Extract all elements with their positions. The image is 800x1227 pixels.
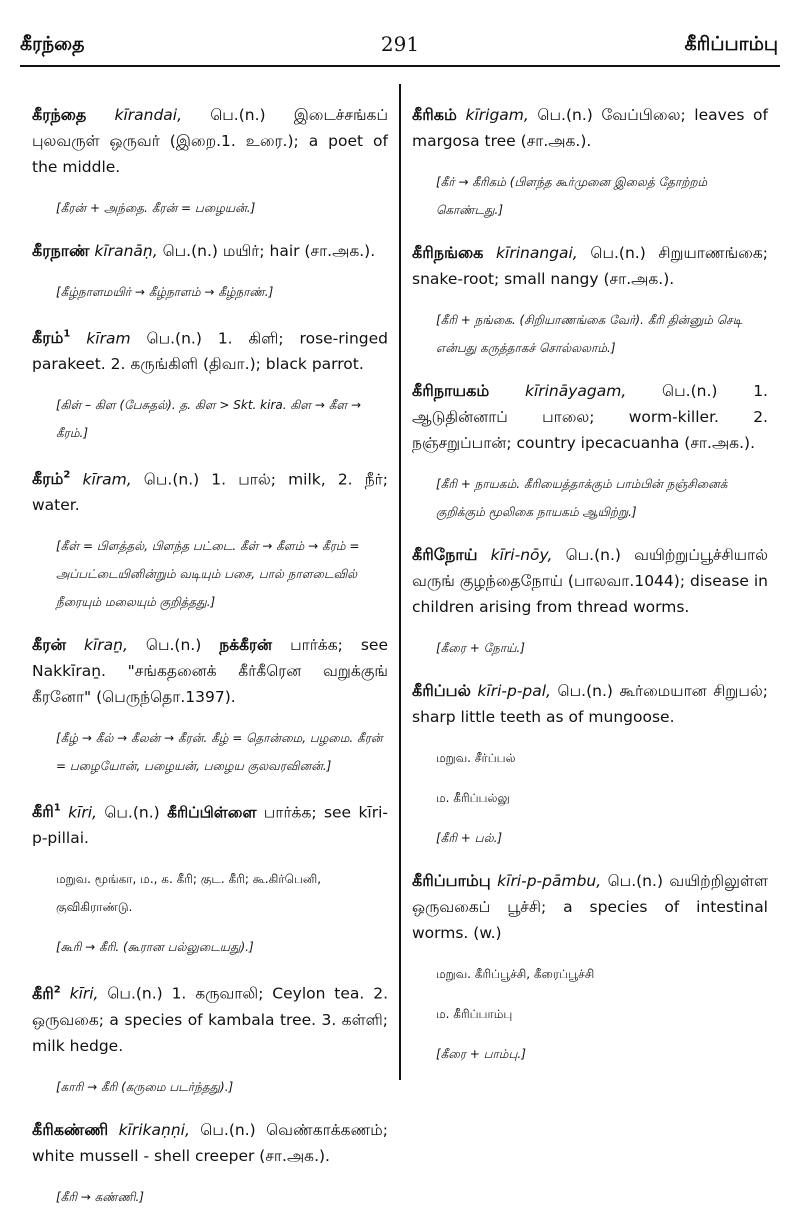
headword: கீரி$^1$ <box>32 802 61 822</box>
dictionary-entry <box>32 238 388 264</box>
synonyms: மறுவ. கீரிப்பூச்சி, கீரைப்பூச்சி <box>436 966 595 981</box>
dictionary-entry <box>412 678 768 730</box>
transliteration: kīrināyagam, <box>524 381 627 400</box>
transliteration: kīri, <box>69 984 99 1003</box>
etymology: [கீரன் + அந்தை. கீரன் = பழையன்.] <box>56 200 256 215</box>
cross-reference: நக்கீரன் <box>219 636 273 655</box>
synonyms: மறுவ. சீர்ப்பல் <box>436 750 516 765</box>
etymology: [கீரி → கண்ணி.] <box>56 1189 144 1204</box>
definition: பெ.(n.) வேப்பிலை; leaves of margosa tree (சா.அக.). <box>412 105 768 150</box>
column-divider <box>399 84 401 1080</box>
dictionary-entry <box>32 796 388 851</box>
etymology: [கீழ்நாளமயிர் → கீழ்நாளம் → கீழ்நாண்.] <box>56 284 274 299</box>
headword: கீரந்தை <box>32 104 87 124</box>
headword: கீரிகண்ணி <box>32 1119 109 1139</box>
synonyms: மறுவ. மூங்கா, ம., க. கீரி; குட. கீரி; கூ.கிர்பெனி, குவிகிராண்டு. <box>56 872 322 915</box>
transliteration: kīri, <box>68 803 97 822</box>
transliteration: kīri-nōy, <box>490 545 553 564</box>
header-rule <box>20 65 780 67</box>
cognate: ம. கீரிப்பல்லு <box>436 790 510 805</box>
homograph-number: 2 <box>53 984 61 996</box>
headword: கீரிநோய் <box>412 544 478 564</box>
dictionary-entry <box>32 463 388 518</box>
definition: பெ.(n.) வயிற்றுப்பூச்சியால் வருங் குழந்தைநோய் (பாலவா.1044); disease in children arising from thread worms. <box>412 545 768 616</box>
etymology: [கீர் → கீரிகம் (பிளந்த கூர்முனை இலைத் தோற்றம் கொண்டது.] <box>436 174 708 217</box>
definition: பெ.(n.) இடைச்சங்கப் புலவருள் ஒருவர் (இறை.1. உரை.); a poet of the middle. <box>32 105 388 176</box>
etymology: [கீரை + பாம்பு.] <box>436 1046 526 1061</box>
definition: பெ.(n.) வெண்காக்கணம்; white mussell - shell creeper (சா.அக.). <box>32 1120 388 1165</box>
definition: பெ.(n.) 1. ஆடுதின்னாப் பாலை; worm-killer. 2. நஞ்சறுப்பான்; country ipecacuanha (சா.அக.). <box>412 381 768 452</box>
dictionary-entry <box>412 378 768 456</box>
homograph-number: 1 <box>53 803 61 815</box>
definition: பெ.(n.) மயிர்; hair (சா.அக.). <box>157 241 376 260</box>
definition: பெ.(n.) <box>127 636 220 655</box>
headword: கீரி$^2$ <box>32 983 61 1003</box>
page-number: 291 <box>380 32 420 56</box>
etymology: [காரி → கீரி (கருமை படர்ந்தது).] <box>56 1079 234 1094</box>
definition: பெ.(n.) கூர்மையான சிறுபல்; sharp little teeth as of mungoose. <box>412 681 768 726</box>
guide-word-left: கீரந்தை <box>20 33 85 55</box>
definition: பெ.(n.) <box>96 803 168 822</box>
left-column <box>32 86 388 1227</box>
transliteration: kīraṉ, <box>84 636 128 655</box>
transliteration: kīrikaṇṇi, <box>118 1120 190 1139</box>
homograph-number: 1 <box>63 328 71 340</box>
definition: பெ.(n.) வயிற்றிலுள்ள ஒருவகைப் பூச்சி; a species of intestinal worms. (w.) <box>412 871 768 942</box>
headword: கீரிப்பல் <box>412 680 471 700</box>
dictionary-entry <box>412 542 768 620</box>
headword: கீரிப்பாம்பு <box>412 870 491 890</box>
page-header <box>0 0 800 72</box>
etymology: [கூரி → கீரி. (கூரான பல்லுடையது).] <box>56 940 254 955</box>
etymology: [கிள் – கிள (பேசுதல்). த. கிள > Skt. kira. கிள → கீள → கீரம்.] <box>56 397 362 440</box>
dictionary-entry <box>412 868 768 946</box>
headword: கீரம்$^2$ <box>32 469 71 489</box>
right-column <box>412 86 768 1084</box>
headword: கீரநாண் <box>32 240 90 260</box>
homograph-number: 2 <box>63 469 71 481</box>
etymology: [கீரி + பல்.] <box>436 830 503 845</box>
definition: பெ.(n.) சிறுயாணங்கை; snake-root; small nangy (சா.அக.). <box>412 243 768 288</box>
definition: பெ.(n.) 1. கிளி; rose-ringed parakeet. 2. கருங்கிளி (திவா.); black parrot. <box>32 328 388 373</box>
dictionary-entry <box>412 102 768 154</box>
etymology: [கீரி + நாயகம். கீரியைத்தாக்கும் பாம்பின் நஞ்சினைக் குறிக்கும் மூலிகை நாயகம் ஆயிற்று.] <box>436 476 728 519</box>
definition: பெ.(n.) 1. கருவாலி; Ceylon tea. 2. ஒருவகை; a species of kambala tree. 3. கள்ளி; milk hedge. <box>32 984 388 1055</box>
headword: கீரிகம் <box>412 104 457 124</box>
transliteration: kīri-p-pāmbu, <box>497 871 602 890</box>
headword: கீரம்$^1$ <box>32 327 71 347</box>
cognate: ம. கீரிப்பாம்பு <box>436 1006 513 1021</box>
cross-reference: கீரிப்பிள்ளை <box>167 803 257 822</box>
headword: கீரிநாயகம் <box>412 380 490 400</box>
transliteration: kīrigam, <box>465 105 529 124</box>
transliteration: kīrandai, <box>114 105 183 124</box>
etymology: [கீரி + நங்கை. (சிறியாணங்கை வேர்). கீரி தின்னும் செடி என்பது கருத்தாகச் சொல்லலாம்.] <box>436 312 743 355</box>
dictionary-entry <box>32 102 388 180</box>
transliteration: kīrinangai, <box>496 243 578 262</box>
headword: கீரன் <box>32 635 67 655</box>
dictionary-entry <box>412 240 768 292</box>
etymology: [கீரை + நோய்.] <box>436 640 525 655</box>
dictionary-entry <box>32 322 388 377</box>
guide-word-right: கீரிப்பாம்பு <box>684 33 778 55</box>
definition-cont: பார்க்க; see Nakkīraṉ. "சங்கதனைக் கீர்கீரென வறுக்குங் கீரனோ" (பெருந்தொ.1397). <box>32 636 388 707</box>
dictionary-entry <box>32 1117 388 1169</box>
dictionary-entry <box>32 632 388 710</box>
headword: கீரிநங்கை <box>412 242 484 262</box>
etymology: [கீள் = பிளத்தல், பிளந்த பட்டை. கீள் → கீளம் → கீரம் = அப்பட்டையினின்றும் வடியும் பசை, பால் நாளடைவில் நீரையும் மலையும் குறித்தது.] <box>56 539 360 610</box>
transliteration: kīri-p-pal, <box>477 681 551 700</box>
transliteration: kīranāṇ, <box>94 241 158 260</box>
etymology: [கீழ் → கீல் → கீலன் → கீரன். கீழ் = தொன்மை, பழமை. கீரன் = பழையோன், பழையன், பழைய குலவரவினன்.] <box>56 731 383 774</box>
definition: பெ.(n.) 1. பால்; milk, 2. நீர்; water. <box>32 470 388 515</box>
transliteration: kīram, <box>82 470 132 489</box>
definition-cont: பார்க்க; see kīri-p-pillai. <box>32 803 388 848</box>
dictionary-entry <box>32 977 388 1058</box>
transliteration: kīram <box>86 328 131 347</box>
